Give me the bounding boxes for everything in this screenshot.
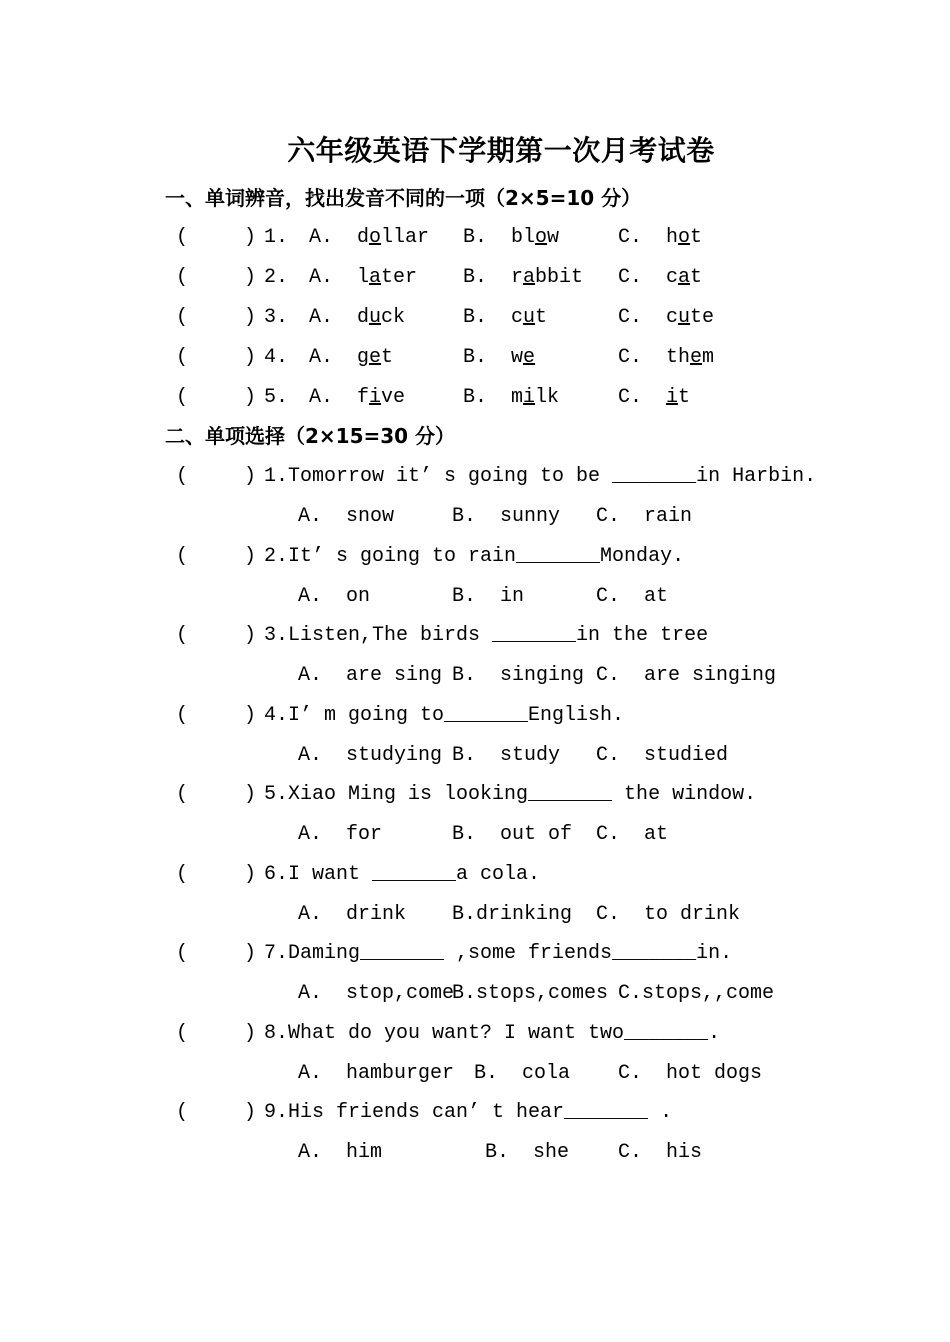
underlined-letter: e [690,346,703,369]
word-part: c [666,306,679,329]
answer-paren-open: ( [176,346,189,369]
question-stem: 9.His friends can’ t hear_______ . [264,1101,673,1124]
answer-paren-open: ( [176,386,189,409]
answer-paren-close: ) [244,346,257,369]
word-part: d [357,306,370,329]
word-part: t [535,306,548,329]
option-b [463,388,559,408]
option-letter: A. [309,306,358,329]
option-a [309,268,417,288]
word-part: h [666,226,679,249]
question-number: 4. [264,346,289,369]
answer-paren-close: ) [244,544,257,568]
word-part: c [666,266,679,289]
answer-option: B. cola [474,1061,571,1085]
option-b [463,228,559,248]
word-part: r [511,266,524,289]
word-part: g [357,346,370,369]
option-c [618,308,714,328]
underlined-letter: a [369,266,382,289]
question-number: 5. [264,386,289,409]
question-stem: 8.What do you want? I want two_______. [264,1021,721,1045]
option-b [463,348,535,368]
answer-paren-open: ( [176,703,189,727]
question-stem: 1.Tomorrow it’ s going to be _______in Harbin. [264,465,817,488]
option-letter: B. [463,266,512,289]
answer-option: B. in [452,584,525,608]
answer-option: A. hamburger [298,1061,455,1085]
underlined-letter: e [369,346,382,369]
option-letter: C. [618,306,667,329]
option-letter: A. [309,346,358,369]
question-stem: 6.I want _______a cola. [264,862,541,886]
answer-paren-open: ( [176,226,189,249]
underlined-letter: o [535,226,548,249]
answer-option: A. drink [298,902,407,926]
answer-paren-open: ( [176,1021,189,1045]
section-2-heading: 二、单项选择（2×15=30 分） [165,424,456,448]
option-letter: C. [618,266,667,289]
answer-paren-open: ( [176,266,189,289]
underlined-letter: e [523,346,536,369]
option-a [309,388,405,408]
underlined-letter: i [523,386,536,409]
word-part: bl [511,226,536,249]
word-part: w [547,226,560,249]
answer-option: C. studied [596,743,729,767]
answer-option: B.drinking [452,902,573,926]
option-letter: A. [309,226,358,249]
option-letter: B. [463,346,512,369]
option-b [463,268,583,288]
answer-option: C. at [596,823,669,846]
answer-option: B. she [485,1141,570,1164]
word-part: llar [381,226,430,249]
word-part: bbit [535,266,584,289]
answer-option: B. out of [452,823,573,846]
question-stem: 7.Daming_______ ,some friends_______in. [264,942,733,965]
answer-paren-close: ) [244,306,257,329]
word-part: m [511,386,524,409]
underlined-letter: u [369,306,382,329]
word-part: m [702,346,715,369]
answer-option: C. are singing [596,664,777,687]
answer-option: A. studying [298,743,443,767]
word-part: t [690,226,703,249]
answer-option: A. stop,come [298,982,455,1005]
answer-option: B. singing [452,664,585,687]
underlined-letter: a [678,266,691,289]
word-part: ter [381,266,418,289]
option-a [309,228,429,248]
answer-option: C. to drink [596,902,741,926]
answer-paren-open: ( [176,544,189,568]
underlined-letter: i [369,386,382,409]
answer-paren-close: ) [244,942,257,965]
exam-title: 六年级英语下学期第一次月考试卷 [287,134,715,167]
option-b [463,308,547,328]
answer-paren-close: ) [244,783,257,806]
word-part: t [690,266,703,289]
option-letter: C. [618,226,667,249]
word-part: th [666,346,691,369]
word-part: l [357,266,370,289]
answer-option: C. hot dogs [618,1061,763,1085]
underlined-letter: u [523,306,536,329]
question-stem: 2.It’ s going to rain_______Monday. [264,544,685,568]
answer-option: C. at [596,584,669,608]
underlined-letter: o [369,226,382,249]
word-part: te [690,306,715,329]
answer-option: B. sunny [452,505,561,528]
word-part: f [357,386,370,409]
question-number: 3. [264,306,289,329]
answer-option: B.stops,comes [452,982,609,1005]
underlined-letter: i [666,386,679,409]
answer-option: A. him [298,1141,383,1164]
answer-paren-close: ) [244,1101,257,1124]
answer-paren-close: ) [244,862,257,886]
option-a [309,308,405,328]
answer-paren-close: ) [244,703,257,727]
answer-option: B. study [452,743,561,767]
answer-option: C.stops,,come [618,982,775,1005]
answer-paren-open: ( [176,783,189,806]
answer-paren-close: ) [244,1021,257,1045]
word-part: t [381,346,394,369]
section-1-heading: 一、单词辨音，找出发音不同的一项（2×5=10 分） [165,186,642,210]
answer-paren-close: ) [244,266,257,289]
answer-option: A. are sing [298,664,443,687]
question-number: 1. [264,226,289,249]
word-part: c [511,306,524,329]
answer-option: A. on [298,584,371,608]
answer-option: C. his [618,1141,703,1164]
underlined-letter: a [523,266,536,289]
question-number: 2. [264,266,289,289]
option-letter: C. [618,346,667,369]
option-letter: B. [463,226,512,249]
option-letter: A. [309,386,358,409]
question-stem: 4.I’ m going to_______English. [264,703,625,727]
question-stem: 5.Xiao Ming is looking_______ the window. [264,783,757,806]
answer-option: A. for [298,823,383,846]
answer-paren-open: ( [176,942,189,965]
option-c [618,228,702,248]
underlined-letter: o [678,226,691,249]
answer-paren-close: ) [244,386,257,409]
underlined-letter: u [678,306,691,329]
answer-paren-open: ( [176,465,189,488]
answer-paren-close: ) [244,226,257,249]
option-letter: B. [463,386,512,409]
word-part: lk [535,386,560,409]
answer-paren-open: ( [176,624,189,647]
word-part: t [678,386,691,409]
word-part: ve [381,386,406,409]
answer-option: C. rain [596,505,693,528]
answer-paren-open: ( [176,306,189,329]
option-c [618,348,714,368]
option-letter: A. [309,266,358,289]
answer-paren-open: ( [176,862,189,886]
answer-paren-open: ( [176,1101,189,1124]
option-letter: C. [618,386,667,409]
answer-paren-close: ) [244,465,257,488]
option-a [309,348,393,368]
word-part: w [511,346,524,369]
answer-paren-close: ) [244,624,257,647]
question-stem: 3.Listen,The birds _______in the tree [264,624,709,647]
option-c [618,268,702,288]
answer-option: A. snow [298,505,395,528]
word-part: d [357,226,370,249]
option-c [618,388,690,408]
option-letter: B. [463,306,512,329]
word-part: ck [381,306,406,329]
